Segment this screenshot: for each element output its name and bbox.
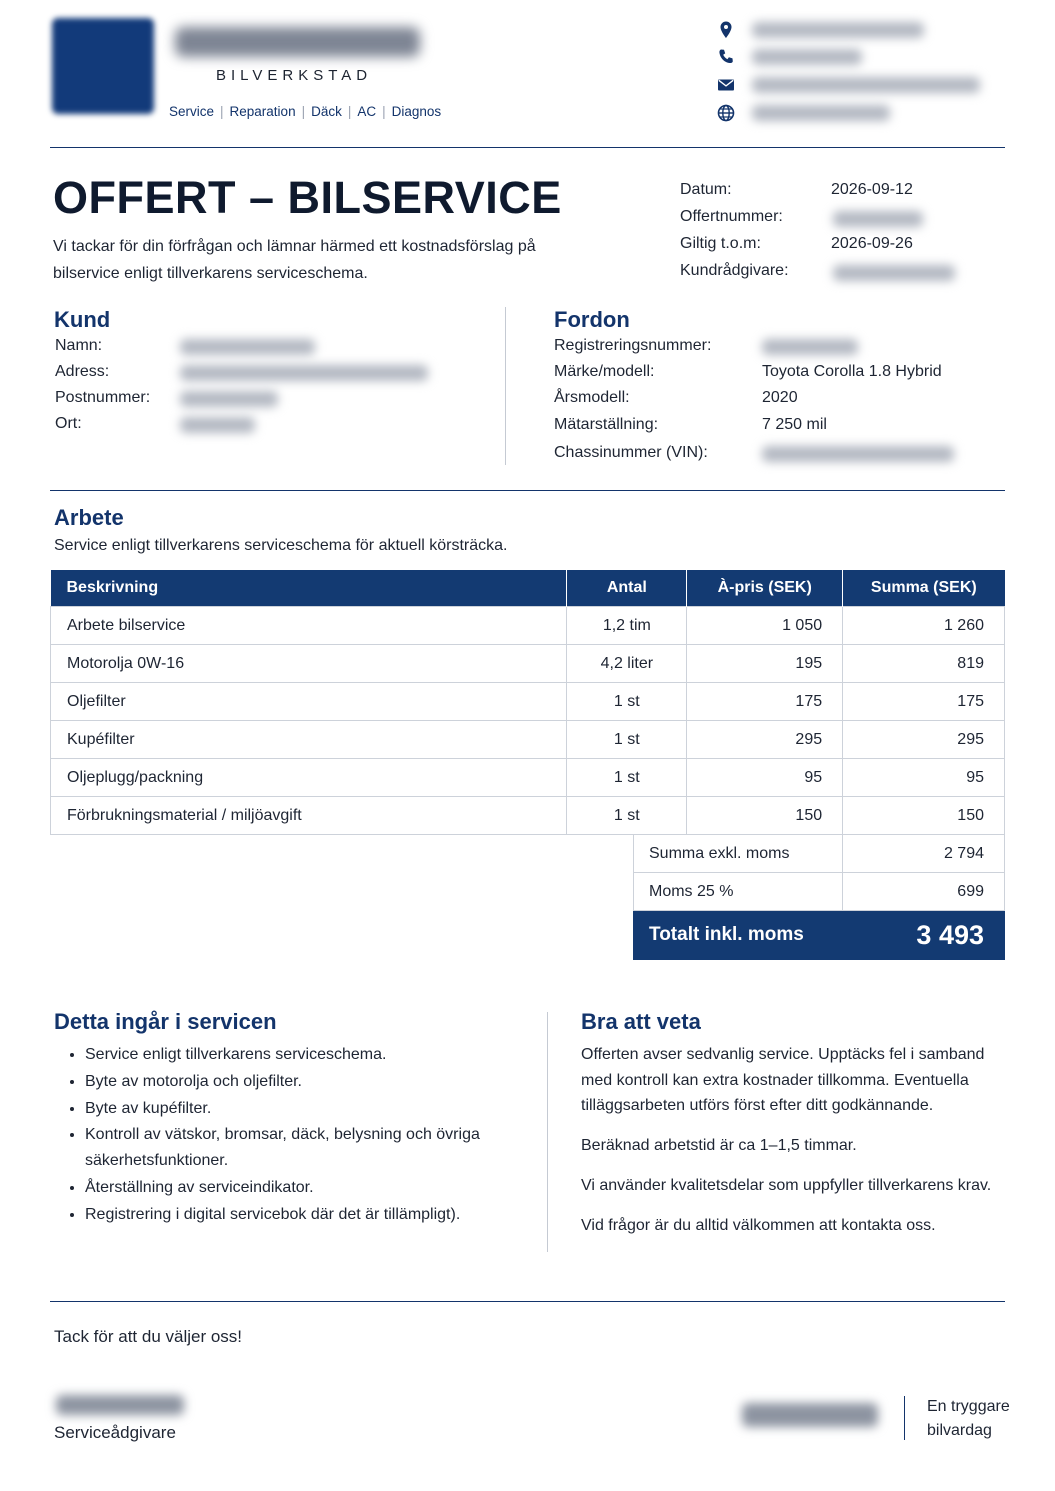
- item-sum: 150: [843, 797, 1005, 835]
- separator: |: [220, 104, 224, 119]
- reg-label: Registreringsnummer:: [554, 337, 712, 354]
- kundradgivare-label: Kundrådgivare:: [680, 262, 789, 279]
- bra-heading: Bra att veta: [581, 1009, 701, 1034]
- company-tagline: BILVERKSTAD: [216, 67, 373, 84]
- list-item: • Service enligt tillverkarens serviceschema.: [85, 1042, 555, 1068]
- namn-label: Namn:: [55, 337, 103, 354]
- company-logo: [52, 18, 154, 114]
- phone-icon: [716, 47, 736, 67]
- total-row: [634, 911, 1005, 960]
- kund-heading: Kund: [54, 307, 111, 332]
- item-quantity: 1 st: [567, 759, 687, 797]
- arsmodell-value: 2020: [762, 389, 798, 406]
- ingar-heading: Detta ingår i servicen: [54, 1009, 277, 1034]
- advisor-name-redacted: [56, 1395, 184, 1415]
- column-header: Summa (SEK): [843, 570, 1005, 607]
- list-item: • Registrering i digital servicebok där det är tillämpligt).: [85, 1202, 555, 1228]
- email-redacted: [752, 77, 980, 93]
- page-title: OFFERT – BILSERVICE: [53, 172, 562, 223]
- adress-redacted: [180, 365, 428, 381]
- footer-divider-vertical: [904, 1396, 905, 1440]
- kundradgivare-redacted: [833, 265, 955, 281]
- item-sum: 819: [843, 645, 1005, 683]
- column-header: À-pris (SEK): [687, 570, 843, 607]
- item-quantity: 1 st: [567, 721, 687, 759]
- list-item: • Kontroll av vätskor, bromsar, däck, belysning och övriga säkerhetsfunktioner.: [85, 1122, 555, 1174]
- item-description: Motorolja 0W-16: [51, 645, 567, 683]
- item-quantity: 1,2 tim: [567, 607, 687, 645]
- slogan-line: bilvardag: [927, 1422, 992, 1439]
- vin-redacted: [762, 446, 954, 462]
- list-item: • Byte av kupéfilter.: [85, 1096, 555, 1122]
- vat-value: 699: [843, 873, 1005, 911]
- item-unit-price: 295: [687, 721, 843, 759]
- envelope-icon: [716, 75, 736, 95]
- item-description: Förbrukningsmaterial / miljöavgift: [51, 797, 567, 835]
- service-item: Service: [169, 104, 215, 119]
- table-row: [51, 645, 1005, 683]
- work-items-table: [50, 570, 1005, 835]
- bra-paragraph: Beräknad arbetstid är ca 1–1,5 timmar.: [581, 1137, 857, 1154]
- service-item: AC: [357, 104, 377, 119]
- service-item: Diagnos: [391, 104, 442, 119]
- subtotal-label: Summa exkl. moms: [634, 835, 843, 873]
- arbete-subtitle: Service enligt tillverkarens serviceschema för aktuell körsträcka.: [54, 537, 508, 554]
- footer-brand-redacted: [742, 1403, 878, 1427]
- item-quantity: 4,2 liter: [567, 645, 687, 683]
- slogan-line: En tryggare: [927, 1398, 1010, 1415]
- adress-label: Adress:: [55, 363, 110, 380]
- service-list: [169, 104, 441, 119]
- total-value: 3 493: [843, 911, 1005, 960]
- separator: |: [301, 104, 306, 119]
- item-sum: 295: [843, 721, 1005, 759]
- table-row: [51, 721, 1005, 759]
- bra-paragraph: Offerten avser sedvanlig service. Upptäcks fel i samband med kontroll kan extra kostnader tillkomma. Eventuella tilläggsarbeten utförs först efter ditt godkännande.: [581, 1046, 985, 1114]
- phone-redacted: [752, 49, 862, 65]
- item-sum: 175: [843, 683, 1005, 721]
- vat-label: Moms 25 %: [634, 873, 843, 911]
- giltig-label: Giltig t.o.m:: [680, 235, 761, 252]
- item-sum: 1 260: [843, 607, 1005, 645]
- list-item: • Återställning av serviceindikator.: [85, 1175, 555, 1201]
- location-pin-icon: [716, 20, 736, 40]
- intro-text: Vi tackar för din förfrågan och lämnar härmed ett kostnadsförslag på bilservice enligt tillverkarens serviceschema.: [53, 238, 536, 282]
- subtotal-row: [634, 835, 1005, 873]
- offertnummer-redacted: [833, 211, 923, 227]
- advisor-role: Serviceådgivare: [54, 1423, 176, 1442]
- arbete-heading: Arbete: [54, 505, 124, 530]
- item-description: Kupéfilter: [51, 721, 567, 759]
- giltig-value: 2026-09-26: [831, 235, 913, 252]
- bra-paragraph: Vi använder kvalitetsdelar som uppfyller tillverkarens krav.: [581, 1177, 992, 1194]
- ort-label: Ort:: [55, 415, 82, 432]
- service-item: Reparation: [229, 104, 296, 119]
- offertnummer-label: Offertnummer:: [680, 208, 783, 225]
- item-unit-price: 195: [687, 645, 843, 683]
- bra-paragraph: Vid frågor är du alltid välkommen att kontakta oss.: [581, 1217, 936, 1234]
- globe-icon: [716, 103, 736, 123]
- reg-redacted: [762, 339, 858, 355]
- list-item: • Byte av motorolja och oljefilter.: [85, 1069, 555, 1095]
- marke-label: Märke/modell:: [554, 363, 655, 380]
- vin-label: Chassinummer (VIN):: [554, 444, 708, 461]
- postnummer-label: Postnummer:: [55, 389, 151, 406]
- marke-value: Toyota Corolla 1.8 Hybrid: [762, 363, 942, 380]
- datum-label: Datum:: [680, 181, 732, 198]
- fordon-heading: Fordon: [554, 307, 630, 332]
- table-header-row: [51, 570, 1005, 607]
- website-redacted: [752, 105, 890, 121]
- column-header: Antal: [567, 570, 687, 607]
- item-unit-price: 175: [687, 683, 843, 721]
- thanks-text: Tack för att du väljer oss!: [54, 1327, 243, 1346]
- separator: |: [347, 104, 352, 119]
- slogan: [927, 1395, 1010, 1443]
- datum-value: 2026-09-12: [831, 181, 913, 198]
- header-divider: [50, 147, 1005, 148]
- totals-table: [633, 834, 1005, 960]
- item-description: Oljefilter: [51, 683, 567, 721]
- namn-redacted: [180, 339, 315, 355]
- footer-divider: [50, 1301, 1005, 1302]
- postnummer-redacted: [180, 391, 278, 407]
- table-row: [51, 683, 1005, 721]
- item-sum: 95: [843, 759, 1005, 797]
- table-row: [51, 797, 1005, 835]
- ort-redacted: [180, 417, 255, 433]
- vat-row: [634, 873, 1005, 911]
- column-divider: [505, 307, 506, 465]
- service-item: Däck: [311, 104, 342, 119]
- item-description: Oljeplugg/packning: [51, 759, 567, 797]
- item-quantity: 1 st: [567, 797, 687, 835]
- address-redacted: [752, 22, 924, 38]
- included-list: [58, 1042, 555, 1229]
- item-unit-price: 150: [687, 797, 843, 835]
- column-divider: [547, 1012, 548, 1252]
- item-description: Arbete bilservice: [51, 607, 567, 645]
- column-header: Beskrivning: [51, 570, 567, 607]
- subtotal-value: 2 794: [843, 835, 1005, 873]
- company-name-redacted: [175, 27, 420, 57]
- table-row: [51, 759, 1005, 797]
- matar-value: 7 250 mil: [762, 416, 827, 433]
- separator: |: [382, 104, 386, 119]
- section-divider: [50, 490, 1005, 491]
- item-unit-price: 95: [687, 759, 843, 797]
- matar-label: Mätarställning:: [554, 416, 659, 433]
- table-row: [51, 607, 1005, 645]
- arsmodell-label: Årsmodell:: [554, 389, 630, 406]
- item-quantity: 1 st: [567, 683, 687, 721]
- item-unit-price: 1 050: [687, 607, 843, 645]
- total-label: Totalt inkl. moms: [634, 911, 843, 960]
